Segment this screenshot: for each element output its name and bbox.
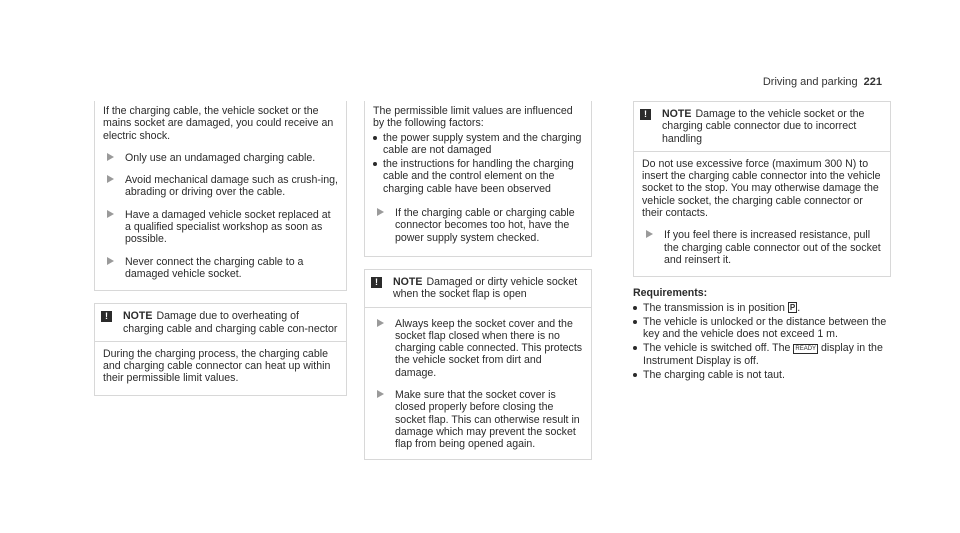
note-label: NOTE	[662, 108, 692, 120]
action-step: Make sure that the socket cover is closed properly before closing the socket flap. This can otherwise result in damage which may prevent the socket flap from being opened again.	[365, 389, 583, 450]
arrow-icon	[107, 210, 114, 218]
limits-intro: The permissible limit values are influenced by the following factors:	[373, 105, 573, 130]
note-body	[365, 318, 591, 459]
list-item: The charging cable is not taut.	[633, 369, 891, 381]
note-header	[634, 102, 890, 151]
action-step: Always keep the socket cover and the socket flap closed when there is no charging cable connected. This protects the vehicle socket from dirt and damage.	[365, 318, 583, 379]
arrow-icon	[107, 153, 114, 161]
list-item: The vehicle is switched off. The READY display in the Instrument Display is off.	[633, 342, 891, 367]
warning-icon: !	[371, 277, 382, 288]
section-title: Driving and parking	[762, 76, 858, 88]
note-title: Damaged or dirty vehicle socket when the socket flap is open	[393, 275, 578, 301]
note-label: NOTE	[123, 310, 153, 323]
note-title: Damage to the vehicle socket or the charging cable connector due to incorrect handling	[662, 108, 865, 145]
arrow-icon	[377, 319, 384, 327]
page-number: 221	[863, 76, 882, 88]
park-position-symbol: P	[789, 302, 796, 312]
limits-box	[364, 101, 592, 257]
arrow-icon	[107, 257, 114, 265]
note-body: Do not use excessive force (maximum 300 N) to insert the charging cable connector into the vehicle socket to the stop. You may otherwise damage the vehicle socket, the charging cable connector or their contacts. If you feel there is increased resistance, pull the charging cable connector out of the socket and reinsert it.	[634, 152, 890, 276]
list-item: the instructions for handling the charging cable and the control element on the charging cable have been observed	[373, 158, 583, 195]
note-box	[94, 303, 347, 395]
list-item: The transmission is in position P .	[633, 302, 891, 314]
warning-icon: !	[101, 311, 112, 322]
warning-icon: !	[640, 109, 651, 120]
note-title: Damage due to overheating of charging cable and charging cable con-nector	[123, 310, 338, 335]
ready-indicator-symbol: READY	[795, 346, 817, 353]
note-header	[365, 270, 591, 307]
action-step: Never connect the charging cable to a damaged vehicle socket.	[95, 256, 338, 281]
arrow-icon	[377, 208, 384, 216]
arrow-icon	[646, 230, 653, 238]
note-body: During the charging process, the charging cable and charging cable connector can heat up within their permissible limit values.	[103, 347, 331, 385]
action-step: If you feel there is increased resistance, pull the charging cable connector out of the socket and reinsert it.	[634, 229, 882, 266]
warning-box	[94, 101, 347, 291]
action-step: Avoid mechanical damage such as crush-ing, abrading or driving over the cable.	[95, 174, 338, 199]
action-step: If the charging cable or charging cable connector becomes too hot, have the power supply system checked.	[365, 207, 583, 244]
list-item: the power supply system and the charging cable are not damaged	[373, 132, 583, 157]
arrow-icon	[107, 175, 114, 183]
column-3	[633, 101, 891, 381]
arrow-icon	[377, 390, 384, 398]
action-step: Only use an undamaged charging cable.	[95, 152, 338, 164]
note-label: NOTE	[393, 275, 423, 288]
note-header	[95, 304, 346, 341]
note-box	[633, 101, 891, 277]
warning-intro: If the charging cable, the vehicle socket or the mains socket are damaged, you could receive an electric shock.	[103, 105, 334, 142]
action-step: Have a damaged vehicle socket replaced at a qualified specialist workshop as soon as possible.	[95, 209, 338, 246]
page-header	[763, 76, 882, 88]
list-item: The vehicle is unlocked or the distance between the key and the vehicle does not exceed 1 m.	[633, 316, 891, 341]
note-box	[364, 269, 592, 460]
column-2	[364, 101, 592, 460]
requirements-title: Requirements:	[633, 287, 708, 300]
column-1	[95, 101, 347, 396]
requirements	[633, 287, 891, 381]
